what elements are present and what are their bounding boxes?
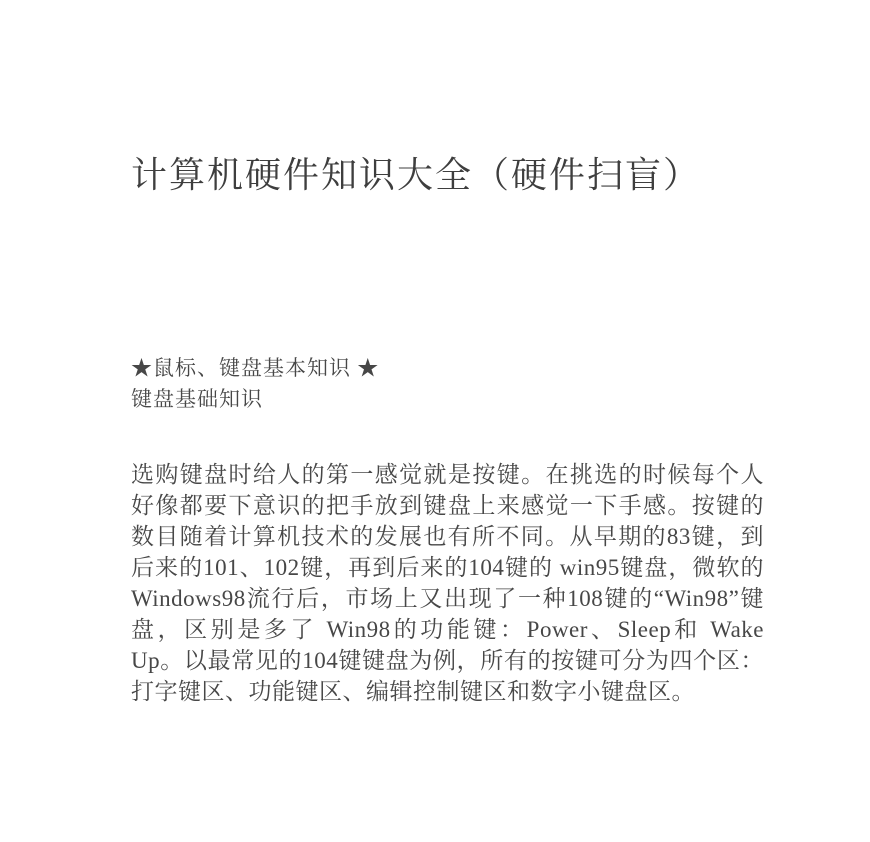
subsection-heading: 键盘基础知识 bbox=[131, 387, 263, 411]
document-title: 计算机硬件知识大全（硬件扫盲） bbox=[131, 155, 702, 195]
body-paragraph: 选购键盘时给人的第一感觉就是按键。在挑选的时候每个人好像都要下意识的把手放到键盘上来感觉一下手感。按键的数目随着计算机技术的发展也有所不同。从早期的83键，到后来的101、102键，再到后来的104键的 win95键盘，微软的 Windows98流行后，市场上又出现了一种108键的“Win98”键盘，区别是多了 Win98的功能键：Power、Sleep和 Wake Up。以最常见的104键键盘为例，所有的按键可分为四个区：打字键区、功能键区、编辑控制键区和数字小键盘区。 bbox=[131, 462, 764, 704]
section-heading: ★鼠标、键盘基本知识 ★ bbox=[131, 356, 380, 380]
